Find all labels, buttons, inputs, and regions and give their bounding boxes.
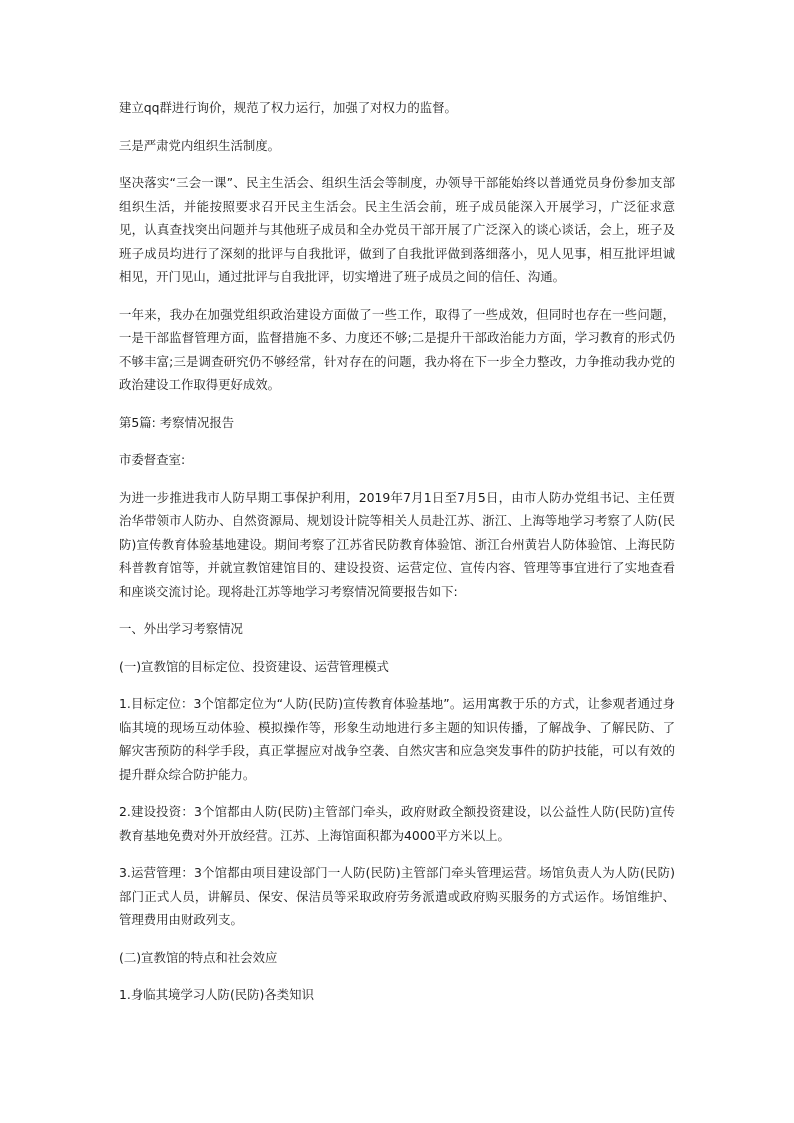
paragraph-target-positioning: 1.目标定位：3个馆都定位为“人防(民防)宣传教育体验基地”。运用寓教于乐的方式，让参观者通过身临其境的现场互动体验、模拟操作等，形象生动地进行多主题的知识传播，了解战争、了解民防、了解灾害预防的科学手段，真正掌握应对战争空袭、自然灾害和应急突发事件的防护技能，可以有效的提升群众综合防护能力。 [119,696,675,782]
paragraph-item-three-heading: 三是严肃党内组织生活制度。 [119,137,281,153]
addressee: 市委督查室: [119,452,186,467]
heading-subsection-two: (二)宣教馆的特点和社会效应 [119,949,278,965]
paragraph-qq-group: 建立qq群进行询价，规范了权力运行，加强了对权力的监督。 [119,100,457,115]
section-title-article-5: 第5篇: 考察情况报告 [119,414,235,430]
heading-subsection-one: (一)宣教馆的目标定位、投资建设、运营管理模式 [119,658,389,674]
paragraph-operation-management: 3.运营管理：3个馆都由项目建设部门一人防(民防)主管部门牵头管理运营。场馆负责人为人防(民防)部门正式人员，讲解员、保安、保洁员等采取政府劳务派遣或政府购买服务的方式运作。场馆维护、管理费用由财政列支。 [119,865,675,927]
heading-section-one: 一、外出学习考察情况 [119,621,243,636]
document-page [119,96,675,1021]
paragraph-construction-investment: 2.建设投资：3个馆都由人防(民防)主管部门牵头，政府财政全额投资建设，以公益性人防(民防)宣传教育基地免费对外开放经营。江苏、上海馆面积都为4000平方米以上。 [119,804,675,843]
heading-item-one: 1.身临其境学习人防(民防)各类知识 [119,987,314,1002]
paragraph-organization-life: 坚决落实“三会一课”、民主生活会、组织生活会等制度，办领导干部能始终以普通党员身份参加支部组织生活，并能按照要求召开民主生活会。民主生活会前，班子成员能深入开展学习，广泛征求意见，认真查找突出问题并与其他班子成员和全办党员干部开展了广泛深入的谈心谈话，会上，班子及班子成员均进行了深刻的批评与自我批评，做到了自我批评做到落细落小，见人见事，相互批评坦诚相见，开门见山，通过批评与自我批评，切实增进了班子成员之间的信任、沟通。 [119,175,675,284]
paragraph-report-intro: 为进一步推进我市人防早期工事保护利用，2019年7月1日至7月5日，由市人防办党组书记、主任贾治华带领市人防办、自然资源局、规划设计院等相关人员赴江苏、浙江、上海等地学习考察了人防(民防)宣传教育体验基地建设。期间考察了江苏省民防教育体验馆、浙江台州黄岩人防体验馆、上海民防科普教育馆等，并就宣教馆建馆目的、建设投资、运营定位、宣传内容、管理等事宜进行了实地查看和座谈交流讨论。现将赴江苏等地学习考察情况简要报告如下: [119,489,675,599]
paragraph-year-summary: 一年来，我办在加强党组织政治建设方面做了一些工作，取得了一些成效，但同时也存在一些问题，一是干部监督管理方面，监督措施不多、力度还不够;二是提升干部政治能力方面，学习教育的形式仍不够丰富;三是调查研究仍不够经常，针对存在的问题，我办将在下一步全力整改，力争推动我办党的政治建设工作取得更好成效。 [119,306,675,392]
